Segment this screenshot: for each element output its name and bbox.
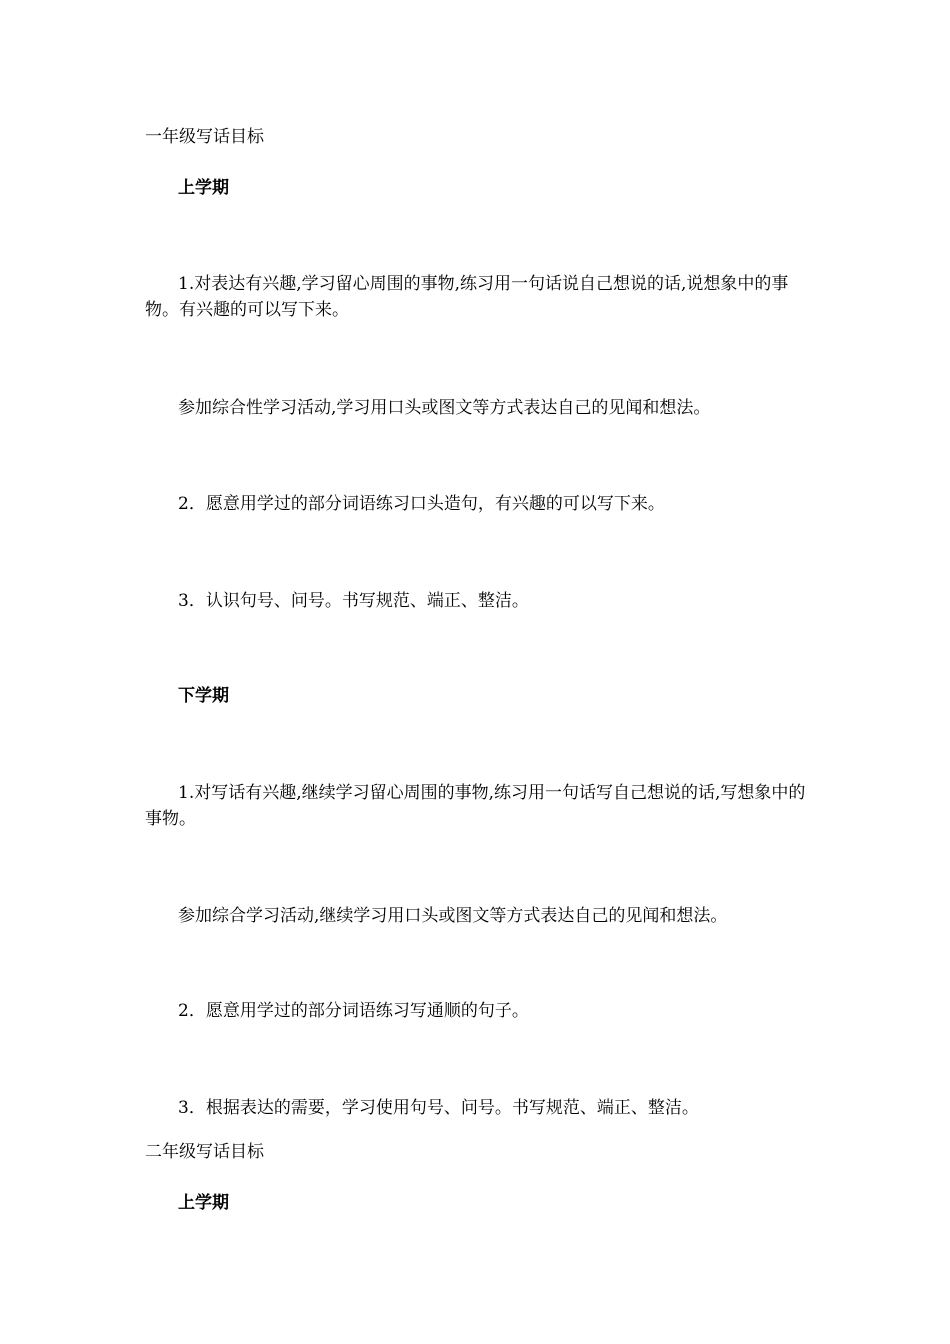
grade1-term1-item-2: 参加综合性学习活动,学习用口头或图文等方式表达自己的见闻和想法。 (178, 398, 711, 418)
grade1-term1-item-3: 2．愿意用学过的部分词语练习口头造句，有兴趣的可以写下来。 (178, 494, 665, 514)
grade2-term1-heading: 上学期 (178, 1193, 229, 1213)
grade1-term1-item-4: 3．认识句号、问号。书写规范、端正、整洁。 (178, 591, 529, 611)
grade1-title: 一年级写话目标 (145, 127, 264, 147)
grade1-term2-item-1: 1.对写话有兴趣,继续学习留心周围的事物,练习用一句话写自己想说的话,写想象中的事物。 (145, 783, 806, 829)
grade1-term2-heading: 下学期 (178, 686, 229, 706)
grade2-title: 二年级写话目标 (145, 1142, 264, 1162)
grade1-term2-item-4: 3．根据表达的需要，学习使用句号、问号。书写规范、端正、整洁。 (178, 1098, 699, 1118)
grade1-term2-item-2: 参加综合学习活动,继续学习用口头或图文等方式表达自己的见闻和想法。 (178, 906, 728, 926)
grade1-term1-item-1: 1.对表达有兴趣,学习留心周围的事物,练习用一句话说自己想说的话,说想象中的事物。有兴趣的可以写下来。 (145, 274, 789, 320)
grade1-term1-heading: 上学期 (178, 178, 229, 198)
grade1-term2-item-3: 2．愿意用学过的部分词语练习写通顺的句子。 (178, 1001, 529, 1021)
